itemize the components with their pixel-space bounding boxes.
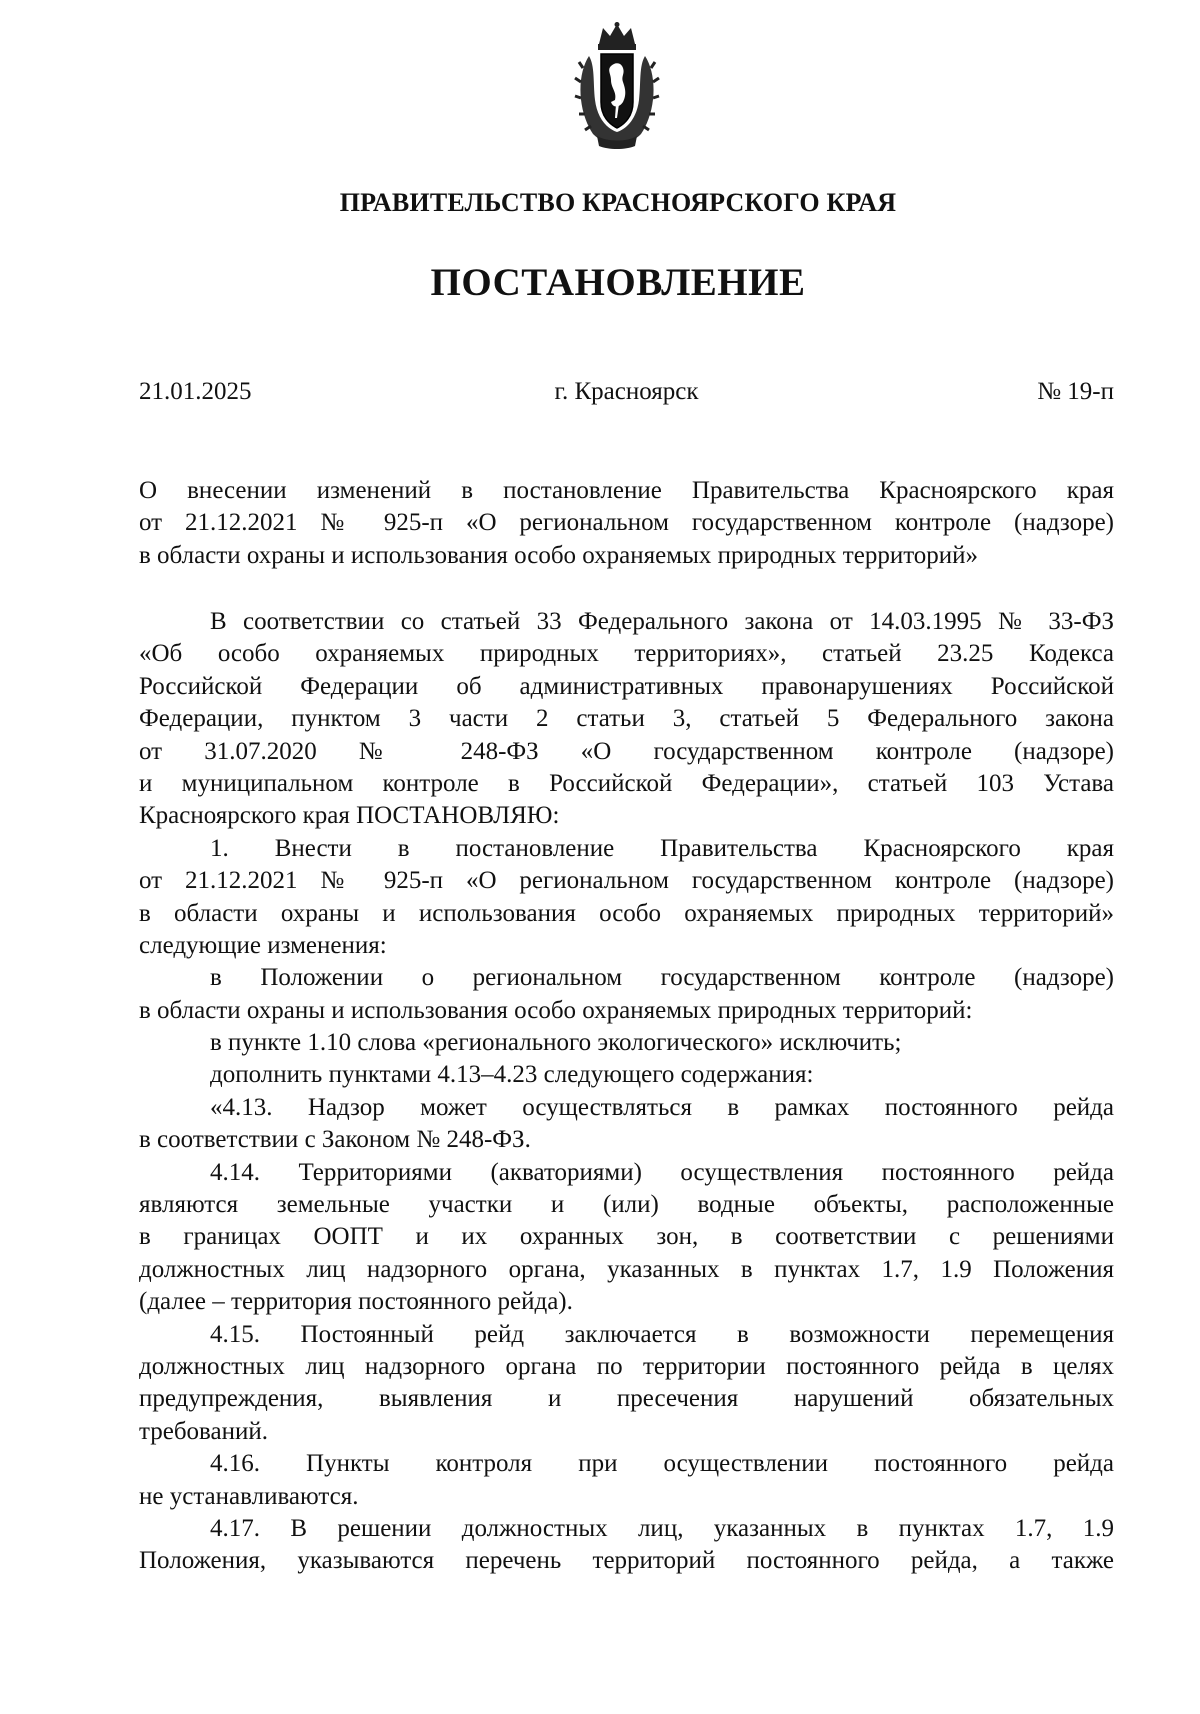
body-line: 4.17. В решении должностных лиц, указанных в пунктах 1.7, 1.9	[210, 1514, 1114, 1542]
document-body	[139, 606, 1114, 1578]
body-line: 4.16. Пункты контроля при осуществлении постоянного рейда	[210, 1450, 1114, 1478]
body-line: являются земельные участки и (или) водные объекты, расположенные	[139, 1191, 1114, 1219]
document-city: г. Красноярск	[554, 378, 699, 405]
document-number: № 19-п	[1037, 378, 1114, 405]
body-line: в области охраны и использования особо охраняемых природных территорий»	[139, 899, 1114, 927]
body-line: требований.	[139, 1417, 269, 1445]
title-line: от 21.12.2021 № 925-п «О региональном государственном контроле (надзоре)	[139, 509, 1114, 537]
document-type: ПОСТАНОВЛЕНИЕ	[430, 261, 806, 304]
body-line: 4.14. Территориями (акваториями) осуществления постоянного рейда	[210, 1158, 1114, 1186]
body-line: Федерации, пунктом 3 части 2 статьи 3, статьей 5 Федерального закона	[139, 705, 1114, 733]
title-line: О внесении изменений в постановление Правительства Красноярского края	[139, 477, 1114, 504]
body-line: в границах ООПТ и их охранных зон, в соответствии с решениями	[139, 1223, 1114, 1251]
document-meta-row	[139, 378, 1114, 414]
body-line: Положения, указываются перечень территорий постоянного рейда, а также	[139, 1547, 1114, 1575]
body-line: 1. Внести в постановление Правительства Красноярского края	[210, 834, 1114, 862]
document-title	[139, 475, 1114, 572]
coat-of-arms-emblem-icon	[567, 22, 667, 152]
body-line: в области охраны и использования особо охраняемых природных территорий:	[139, 996, 973, 1024]
body-line: Красноярского края ПОСТАНОВЛЯЮ:	[139, 802, 560, 830]
body-line: от 31.07.2020 № 248-ФЗ «О государственном контроле (надзоре)	[139, 737, 1114, 765]
body-line: 4.15. Постоянный рейд заключается в возможности перемещения	[210, 1320, 1114, 1348]
body-line: В соответствии со статьей 33 Федерального закона от 14.03.1995 № 33-ФЗ	[210, 608, 1114, 635]
body-line: «Об особо охраняемых природных территориях», статьей 23.25 Кодекса	[139, 640, 1114, 668]
body-line: предупреждения, выявления и пресечения нарушений обязательных	[139, 1385, 1114, 1413]
body-line: должностных лиц надзорного органа, указанных в пунктах 1.7, 1.9 Положения	[139, 1255, 1114, 1283]
body-line: в Положении о региональном государственном контроле (надзоре)	[210, 964, 1114, 992]
body-line: в пункте 1.10 слова «регионального экологического» исключить;	[210, 1029, 902, 1057]
body-line: должностных лиц надзорного органа по территории постоянного рейда в целях	[139, 1352, 1114, 1380]
body-line: Российской Федерации об административных правонарушениях Российской	[139, 672, 1114, 700]
body-line: не устанавливаются.	[139, 1482, 359, 1510]
body-line: следующие изменения:	[139, 931, 387, 959]
government-name: ПРАВИТЕЛЬСТВО КРАСНОЯРСКОГО КРАЯ	[339, 188, 897, 217]
body-line: дополнить пунктами 4.13–4.23 следующего содержания:	[210, 1061, 814, 1089]
title-line: в области охраны и использования особо охраняемых природных территорий»	[139, 541, 979, 569]
body-line: от 21.12.2021 № 925-п «О региональном государственном контроле (надзоре)	[139, 867, 1114, 895]
document-date: 21.01.2025	[139, 378, 252, 405]
body-line: «4.13. Надзор может осуществляться в рамках постоянного рейда	[210, 1093, 1114, 1121]
body-line: и муниципальном контроле в Российской Федерации», статьей 103 Устава	[139, 769, 1114, 797]
body-line: (далее – территория постоянного рейда).	[139, 1288, 573, 1316]
body-line: в соответствии с Законом № 248-ФЗ.	[139, 1126, 531, 1154]
